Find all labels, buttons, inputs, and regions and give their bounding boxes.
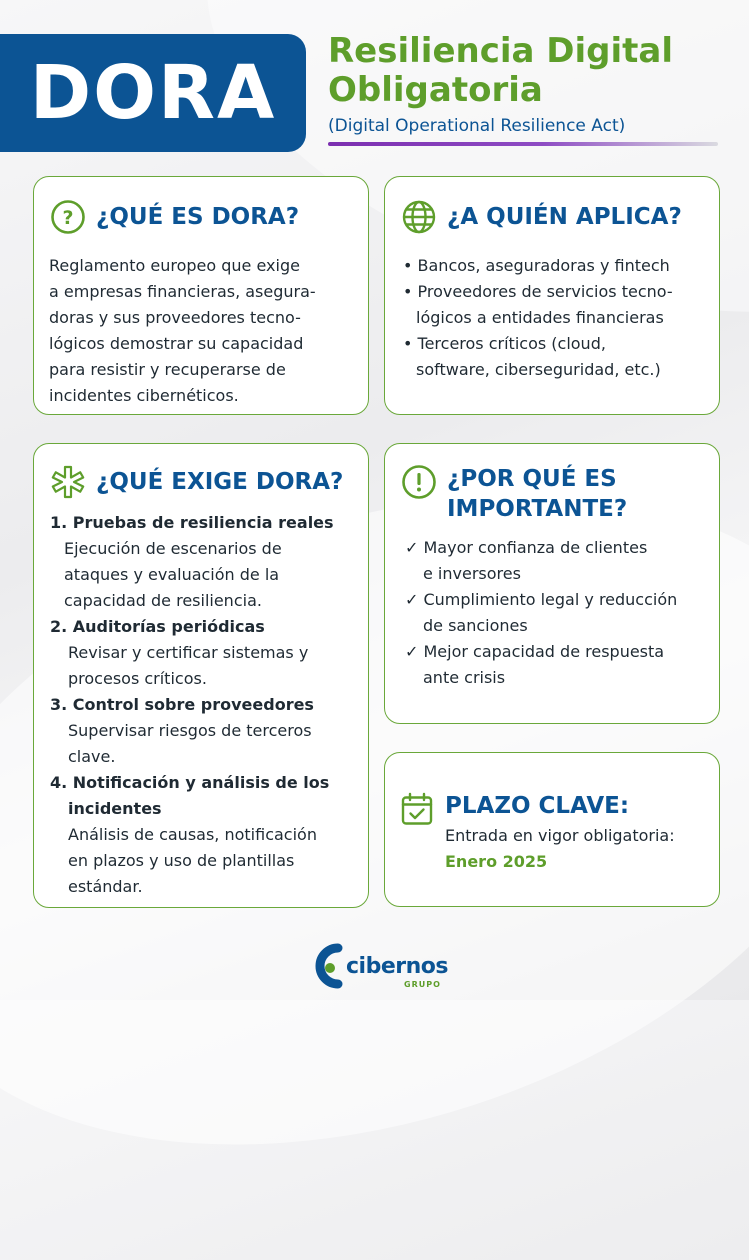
text-line: doras y sus proveedores tecno- [49,308,301,327]
card-requirements-body [50,510,334,900]
requirement-desc: Análisis de causas, notificación [68,825,317,844]
question-icon [50,199,86,235]
requirement-desc: procesos críticos. [68,669,207,688]
list-item-continuation: software, ciberseguridad, etc.) [416,360,661,379]
exclamation-icon [401,464,437,500]
check-item: ✓ Mejor capacidad de respuesta [405,642,665,661]
check-item-continuation: de sanciones [423,616,528,635]
card-deadline-content [445,791,675,875]
card-what-is-header [50,199,299,235]
requirement-heading: incidentes [68,799,162,818]
card-importance-header [401,464,627,524]
list-item: • Proveedores de servicios tecno- [403,282,673,301]
requirement-desc: ataques y evaluación de la [64,565,280,584]
svg-text:?: ? [62,207,74,229]
header-title-block [328,32,728,146]
card-requirements-header [50,464,343,500]
cibernos-logo [308,938,448,994]
text-line: incidentes cibernéticos. [49,386,239,405]
logo-sub-text: GRUPO [404,980,441,989]
card-requirements [33,443,369,908]
header-title-line1: Resiliencia Digital [328,31,674,71]
dora-badge [0,34,306,152]
card-applies-to-title: ¿A QUIÉN APLICA? [447,204,682,230]
check-item-continuation: ante crisis [423,668,506,687]
card-importance-title-line2: IMPORTANTE? [447,496,628,522]
header-title-line2: Obligatoria [328,70,543,110]
list-item-continuation: lógicos a entidades financieras [416,308,664,327]
globe-icon [401,199,437,235]
text-line: Reglamento europeo que exige [49,256,300,275]
asterisk-icon [50,464,86,500]
requirement-desc: estándar. [68,877,143,896]
text-line: a empresas financieras, asegura- [49,282,316,301]
requirement-heading: 1. Pruebas de resiliencia reales [50,513,334,532]
check-item: ✓ Mayor confianza de clientes [405,538,648,557]
card-what-is-body [49,253,316,409]
card-applies-to-body [403,253,673,383]
requirement-heading: 3. Control sobre proveedores [50,695,314,714]
list-item: • Bancos, aseguradoras y fintech [403,256,670,275]
card-applies-to [384,176,720,415]
deadline-date: Enero 2025 [445,852,548,871]
card-requirements-title: ¿QUÉ EXIGE DORA? [96,469,344,495]
requirement-desc: Supervisar riesgos de terceros [68,721,312,740]
card-importance-body [405,535,677,691]
dora-badge-text: DORA [29,50,277,136]
requirement-desc: en plazos y uso de plantillas [68,851,295,870]
check-item-continuation: e inversores [423,564,521,583]
card-applies-to-header [401,199,682,235]
text-line: lógicos demostrar su capacidad [49,334,304,353]
list-item: • Terceros críticos (cloud, [403,334,606,353]
header-subtitle: (Digital Operational Resilience Act) [328,116,626,136]
requirement-heading: 2. Auditorías periódicas [50,617,265,636]
card-what-is-title: ¿QUÉ ES DORA? [96,204,300,230]
check-item: ✓ Cumplimiento legal y reducción [405,590,678,609]
requirement-desc: Revisar y certificar sistemas y [68,643,309,662]
subtitle-underline [328,142,718,146]
requirement-desc: clave. [68,747,116,766]
card-deadline [384,752,720,907]
card-importance [384,443,720,724]
requirement-desc: Ejecución de escenarios de [64,539,282,558]
requirement-desc: capacidad de resiliencia. [64,591,262,610]
card-importance-title-line1: ¿POR QUÉ ES [447,466,617,492]
calendar-check-icon [399,791,435,827]
text-line: para resistir y recuperarse de [49,360,286,379]
requirement-heading: 4. Notificación y análisis de los [50,773,330,792]
deadline-text: Entrada en vigor obligatoria: [445,826,675,845]
logo-brand-text: cibernos [346,954,448,979]
card-what-is [33,176,369,415]
card-importance-title [447,464,627,524]
card-deadline-title: PLAZO CLAVE: [445,793,630,819]
